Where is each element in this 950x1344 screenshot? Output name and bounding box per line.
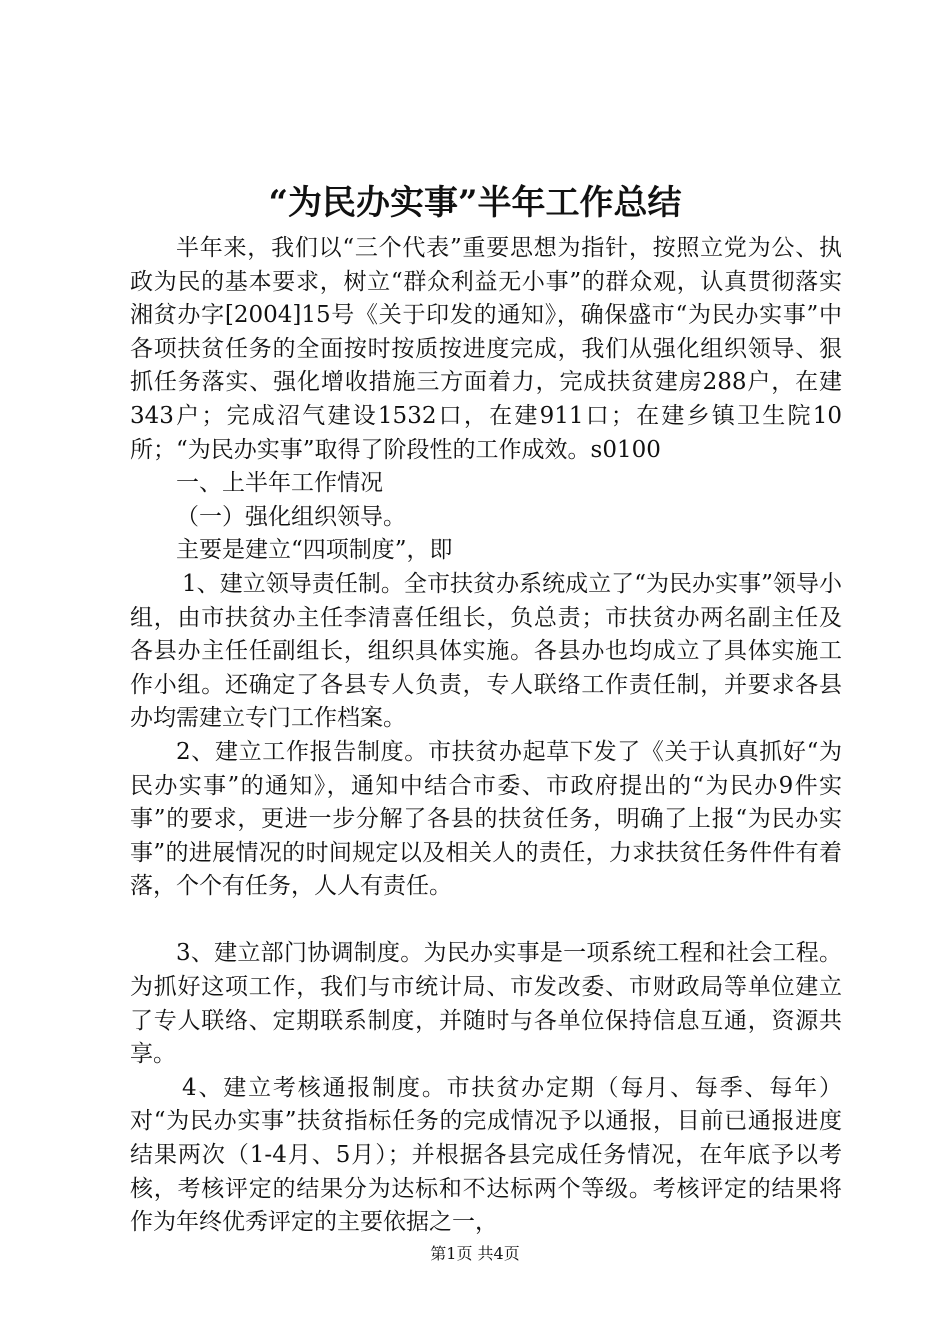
document-title: “为民办实事”半年工作总结	[268, 183, 682, 223]
intro-paragraph: 半年来，我们以“三个代表”重要思想为指针，按照立党为公、执政为民的基本要求，树立“群众利益无小事”的群众观，认真贯彻落实湘贫办字[2004]15号《关于印发的通知》，确保盛市“为民办实事”中各项扶贫任务的全面按时按质按进度完成，我们从强化组织领导、狠抓任务落实、强化增收措施三方面着力，完成扶贫建房288户，在建343户；完成沼气建设1532口，在建911口；在建乡镇卫生院10所；“为民办实事”取得了阶段性的工作成效。s0100	[130, 235, 842, 463]
body-paragraph: 主要是建立“四项制度”，即	[176, 537, 453, 564]
body-paragraph: 2、建立工作报告制度。市扶贫办起草下发了《关于认真抓好“为民办实事”的通知》，通知中结合市委、市政府提出的“为民办9件实事”的要求，更进一步分解了各县的扶贫任务，明确了上报“为民办实事”的进展情况的时间规定以及相关人的责任，力求扶贫任务件件有着落，个个有任务，人人有责任。	[130, 738, 842, 900]
body-paragraph: 4、建立考核通报制度。市扶贫办定期（每月、每季、每年）对“为民办实事”扶贫指标任务的完成情况予以通报，目前已通报进度结果两次（1-4月、5月）；并根据各县完成任务情况，在年底予以考核，考核评定的结果分为达标和不达标两个等级。考核评定的结果将作为年终优秀评定的主要依据之一，	[130, 1074, 842, 1236]
blank-line	[130, 904, 842, 938]
subsection-heading: （一）强化组织领导。	[176, 503, 406, 530]
body-paragraph: 1、建立领导责任制。全市扶贫办系统成立了“为民办实事”领导小组，由市扶贫办主任李清喜任组长，负总责；市扶贫办两名副主任及各县办主任任副组长，组织具体实施。各县办也均成立了具体实施工作小组。还确定了各县专人负责，专人联络工作责任制，并要求各县办均需建立专门工作档案。	[130, 570, 842, 732]
section-heading: 一、上半年工作情况	[176, 470, 383, 497]
body-paragraph: 3、建立部门协调制度。为民办实事是一项系统工程和社会工程。为抓好这项工作，我们与市统计局、市发改委、市财政局等单位建立了专人联络、定期联系制度，并随时与各单位保持信息互通，资源共享。	[130, 940, 842, 1068]
document-body	[130, 232, 842, 1240]
page-number: 第1页 共4页	[430, 1244, 520, 1263]
